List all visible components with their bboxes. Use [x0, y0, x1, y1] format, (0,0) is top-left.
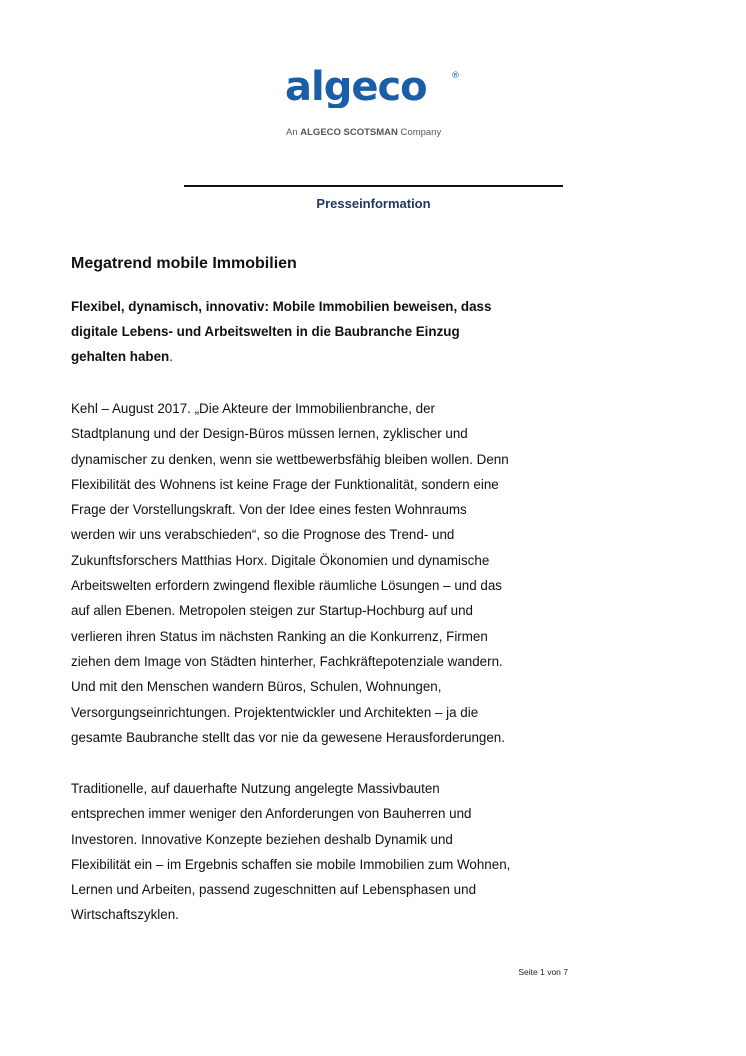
paragraph-line: Wirtschaftszyklen. — [71, 907, 179, 923]
paragraph-line: ziehen dem Image von Städten hinterher, Fachkräftepotenziale wandern. — [71, 653, 503, 669]
tagline-prefix: An — [286, 127, 301, 138]
logo-wordmark: algeco — [285, 66, 427, 108]
paragraph-line: Flexibilität des Wohnens ist keine Frage der Funktionalität, sondern eine — [71, 476, 499, 492]
tagline-suffix: Company — [397, 127, 442, 138]
paragraph-line: gesamte Baubranche stellt das vor nie da gewesene Herausforderungen. — [71, 729, 505, 745]
paragraph-line: werden wir uns verabschieden“, so die Prognose des Trend- und — [71, 527, 455, 543]
paragraph-line: Kehl – August 2017. „Die Akteure der Immobilienbranche, der — [71, 401, 435, 416]
press-label: Presseinformation — [316, 196, 431, 211]
page-number: Seite 1 von 7 — [518, 967, 568, 977]
paragraph-line: verlieren ihren Status im nächsten Ranking an die Konkurrenz, Firmen — [71, 628, 488, 644]
article-title: Megatrend mobile Immobilien — [71, 255, 297, 272]
lead-line: Flexibel, dynamisch, innovativ: Mobile Immobilien beweisen, dass — [71, 299, 492, 314]
lead-end: . — [169, 349, 173, 364]
company-tagline — [286, 127, 486, 138]
paragraph-line: dynamischer zu denken, wenn sie wettbewerbsfähig bleiben wollen. Denn — [71, 451, 509, 467]
header-rule — [184, 185, 563, 187]
paragraph-line: Arbeitswelten erfordern zwingend flexible räumliche Lösungen – und das — [71, 578, 502, 594]
paragraph-line: Zukunftsforschers Matthias Horx. Digitale Ökonomien und dynamische — [71, 552, 490, 568]
lead-line-last — [71, 344, 591, 369]
paragraph-line: Versorgungseinrichtungen. Projektentwickler und Architekten – ja die — [71, 704, 479, 720]
registered-mark: ® — [451, 71, 460, 81]
paragraph-line: entsprechen immer weniger den Anforderungen von Bauherren und — [71, 806, 472, 822]
paragraph-line: Stadtplanung und der Design-Büros müssen lernen, zyklischer und — [71, 426, 468, 442]
article-lead — [71, 294, 591, 369]
paragraph-line: Investoren. Innovative Konzepte beziehen deshalb Dynamik und — [71, 831, 453, 847]
paragraph-line: Traditionelle, auf dauerhafte Nutzung angelegte Massivbauten — [71, 781, 440, 796]
paragraph-line: Und mit den Menschen wandern Büros, Schulen, Wohnungen, — [71, 679, 442, 695]
tagline-brand: ALGECO SCOTSMAN — [300, 127, 398, 138]
paragraph-line: Flexibilität ein – im Ergebnis schaffen sie mobile Immobilien zum Wohnen, — [71, 856, 511, 872]
body-paragraph-1 — [71, 396, 591, 750]
paragraph-line: auf allen Ebenen. Metropolen steigen zur Startup-Hochburg auf und — [71, 603, 473, 619]
algeco-logo — [285, 66, 465, 108]
algeco-logo-mark — [285, 66, 465, 108]
paragraph-line: Frage der Vorstellungskraft. Von der Idee eines festen Wohnraums — [71, 502, 467, 518]
lead-line-text: gehalten haben — [71, 349, 170, 364]
paragraph-line: Lernen und Arbeiten, passend zugeschnitten auf Lebensphasen und — [71, 882, 477, 898]
body-paragraph-2 — [71, 776, 591, 928]
lead-line: digitale Lebens- und Arbeitswelten in die Baubranche Einzug — [71, 324, 460, 339]
